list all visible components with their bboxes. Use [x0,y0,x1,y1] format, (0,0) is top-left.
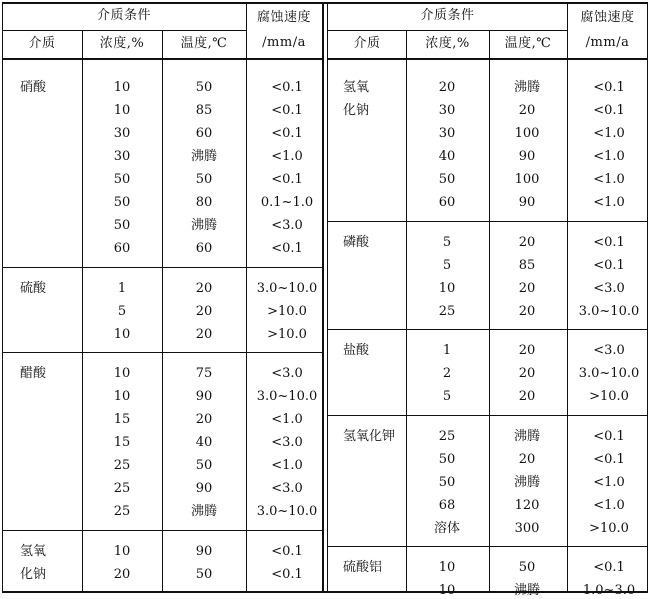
concentration-cell: 68 [438,497,456,513]
right-col-divider-1 [406,30,407,592]
concentration-cell: 30 [113,126,131,141]
temperature-cell: 沸腾 [513,474,541,490]
concentration-cell: 溶体 [433,520,461,536]
temperature-cell: 85 [518,257,536,273]
temperature-cell: 20 [518,280,536,296]
corrosion-rate-cell: <3.0 [271,218,303,233]
temperature-cell: 50 [195,172,213,187]
temperature-cell: 75 [195,366,213,381]
corrosion-rate-cell: 3.0~10.0 [578,366,640,381]
corrosion-rate-cell: 3.0~10.0 [256,504,318,519]
corrosion-rate-cell: 3.0~10.0 [256,389,318,404]
medium-name: 氢氧 [20,543,47,559]
concentration-cell: 50 [113,218,131,233]
medium-name: 硫酸铝 [343,560,383,575]
concentration-cell: 5 [442,257,452,273]
temperature-cell: 沸腾 [190,504,218,519]
corrosion-rate-cell: <0.1 [271,172,303,187]
left-header-temperature: 温度,℃ [180,36,228,51]
concentration-cell: 5 [442,389,452,404]
concentration-cell: 10 [113,80,131,95]
corrosion-rate-cell: 3.0~10.0 [256,280,318,296]
corrosion-rate-cell: <1.0 [593,474,625,490]
medium-name: 磷酸 [343,234,370,250]
right-header-concentration: 浓度,% [425,36,470,51]
concentration-cell: 60 [438,195,456,210]
right-header-rate-unit: /mm/a [585,35,630,50]
concentration-cell: 15 [113,412,131,427]
concentration-cell: 10 [438,560,456,575]
temperature-cell: 20 [195,280,213,296]
right-group-separator [328,546,648,547]
medium-name: 硝酸 [20,80,47,95]
temperature-cell: 90 [195,389,213,404]
temperature-cell: 20 [195,326,213,342]
left-col-divider-2 [162,30,163,592]
table-right-rule [647,2,648,592]
temperature-cell: 20 [518,343,536,358]
medium-name: 化钠 [343,103,370,118]
corrosion-rate-cell: <1.0 [593,497,625,513]
concentration-cell: 50 [438,451,456,467]
concentration-cell: 50 [113,172,131,187]
concentration-cell: 25 [438,303,456,319]
left-group-separator [2,530,322,531]
left-header-concentration: 浓度,% [99,36,145,51]
right-group-separator [328,329,648,330]
left-col-divider-1 [82,30,83,592]
concentration-cell: 10 [113,103,131,118]
temperature-cell: 沸腾 [513,80,541,95]
temperature-cell: 90 [518,195,536,210]
concentration-cell: 20 [113,566,131,582]
corrosion-rate-cell: 3.0~10.0 [578,303,640,319]
concentration-cell: 20 [438,80,456,95]
temperature-cell: 沸腾 [513,428,541,444]
center-divider-inner [327,2,328,592]
concentration-cell: 30 [113,149,131,164]
temperature-cell: 50 [195,80,213,95]
left-header-rate: 腐蚀速度 [256,10,312,25]
left-header-split-rule [2,30,246,31]
temperature-cell: 20 [518,451,536,467]
concentration-cell: 30 [438,103,456,118]
medium-name: 氢氧 [343,80,370,95]
medium-name: 硫酸 [20,280,47,296]
corrosion-rate-cell: <1.0 [593,172,625,187]
temperature-cell: 沸腾 [513,583,541,598]
left-group-separator [2,352,322,353]
corrosion-rate-cell: <0.1 [271,566,303,582]
right-group-separator [328,415,648,416]
concentration-cell: 25 [438,428,456,444]
corrosion-rate-cell: <0.1 [593,80,625,95]
corrosion-rate-cell: <3.0 [271,366,303,381]
corrosion-rate-cell: <3.0 [593,280,625,296]
table-bottom-rule [2,591,648,593]
concentration-cell: 2 [442,366,452,381]
temperature-cell: 20 [518,303,536,319]
left-header-medium: 介质 [28,36,56,51]
corrosion-rate-cell: <0.1 [593,451,625,467]
concentration-cell: 1 [442,343,452,358]
corrosion-rate-cell: <0.1 [593,428,625,444]
corrosion-rate-cell: <3.0 [593,343,625,358]
temperature-cell: 50 [195,566,213,582]
temperature-cell: 60 [195,126,213,141]
temperature-cell: 20 [518,366,536,381]
right-header-temperature: 温度,℃ [504,36,552,51]
left-header-conditions: 介质条件 [96,8,152,23]
concentration-cell: 10 [113,543,131,559]
corrosion-rate-cell: >10.0 [589,520,629,536]
temperature-cell: 40 [195,435,213,450]
corrosion-rate-cell: <0.1 [271,80,303,95]
corrosion-rate-cell: <1.0 [593,149,625,164]
corrosion-rate-cell: <0.1 [593,560,625,575]
concentration-cell: 10 [438,583,456,598]
temperature-cell: 沸腾 [190,218,218,233]
corrosion-rate-cell: >10.0 [589,389,629,404]
temperature-cell: 85 [195,103,213,118]
corrosion-rate-cell: >10.0 [267,326,307,342]
right-header-bottom-rule [328,58,648,60]
left-header-rate-unit: /mm/a [262,35,306,50]
medium-name: 化钠 [20,566,47,582]
table-left-rule [2,2,3,592]
concentration-cell: 30 [438,126,456,141]
corrosion-rate-cell: <0.1 [593,257,625,273]
temperature-cell: 沸腾 [190,149,218,164]
corrosion-rate-cell: <1.0 [593,195,625,210]
temperature-cell: 20 [195,412,213,427]
corrosion-rate-cell: <0.1 [593,103,625,118]
temperature-cell: 20 [195,303,213,319]
concentration-cell: 25 [113,481,131,496]
concentration-cell: 50 [438,172,456,187]
medium-name: 醋酸 [20,366,47,381]
temperature-cell: 100 [514,126,540,141]
temperature-cell: 20 [518,389,536,404]
temperature-cell: 50 [518,560,536,575]
corrosion-rate-cell: <1.0 [593,126,625,141]
center-divider [322,2,324,592]
corrosion-rate-cell: 0.1~1.0 [260,195,314,210]
concentration-cell: 50 [113,195,131,210]
corrosion-rate-cell: <3.0 [271,435,303,450]
corrosion-rate-cell: <0.1 [271,543,303,559]
temperature-cell: 90 [195,543,213,559]
corrosion-rate-cell: <0.1 [271,126,303,141]
right-col-divider-3 [567,2,568,592]
temperature-cell: 60 [195,241,213,256]
temperature-cell: 300 [514,520,540,536]
temperature-cell: 90 [195,481,213,496]
temperature-cell: 20 [518,103,536,118]
concentration-cell: 40 [438,149,456,164]
medium-name: 氢氧化钾 [343,428,396,444]
temperature-cell: 120 [514,497,540,513]
concentration-cell: 50 [438,474,456,490]
left-group-separator [2,267,322,268]
concentration-cell: 10 [113,326,131,342]
medium-name: 盐酸 [343,343,370,358]
corrosion-rate-cell: <1.0 [271,412,303,427]
temperature-cell: 50 [195,458,213,473]
table-top-rule [2,2,648,4]
concentration-cell: 60 [113,241,131,256]
concentration-cell: 1 [117,280,127,296]
temperature-cell: 100 [514,172,540,187]
corrosion-rate-cell: <1.0 [271,149,303,164]
right-header-medium: 介质 [353,36,381,51]
concentration-cell: 10 [438,280,456,296]
temperature-cell: 20 [518,234,536,250]
right-header-rate: 腐蚀速度 [580,10,635,25]
corrosion-rate-cell: 1.0~3.0 [582,583,636,598]
left-col-divider-3 [246,2,247,592]
corrosion-rate-cell: <0.1 [271,241,303,256]
temperature-cell: 80 [195,195,213,210]
corrosion-rate-cell: <3.0 [271,481,303,496]
right-group-separator [328,221,648,222]
concentration-cell: 10 [113,366,131,381]
corrosion-rate-cell: <1.0 [271,458,303,473]
concentration-cell: 5 [117,303,127,319]
right-header-split-rule [328,30,567,31]
concentration-cell: 15 [113,435,131,450]
corrosion-rate-cell: <0.1 [271,103,303,118]
concentration-cell: 25 [113,504,131,519]
right-header-conditions: 介质条件 [420,8,475,23]
corrosion-rate-cell: <0.1 [593,234,625,250]
concentration-cell: 10 [113,389,131,404]
concentration-cell: 25 [113,458,131,473]
corrosion-rate-cell: >10.0 [267,303,307,319]
concentration-cell: 5 [442,234,452,250]
right-col-divider-2 [489,30,490,592]
temperature-cell: 90 [518,149,536,164]
